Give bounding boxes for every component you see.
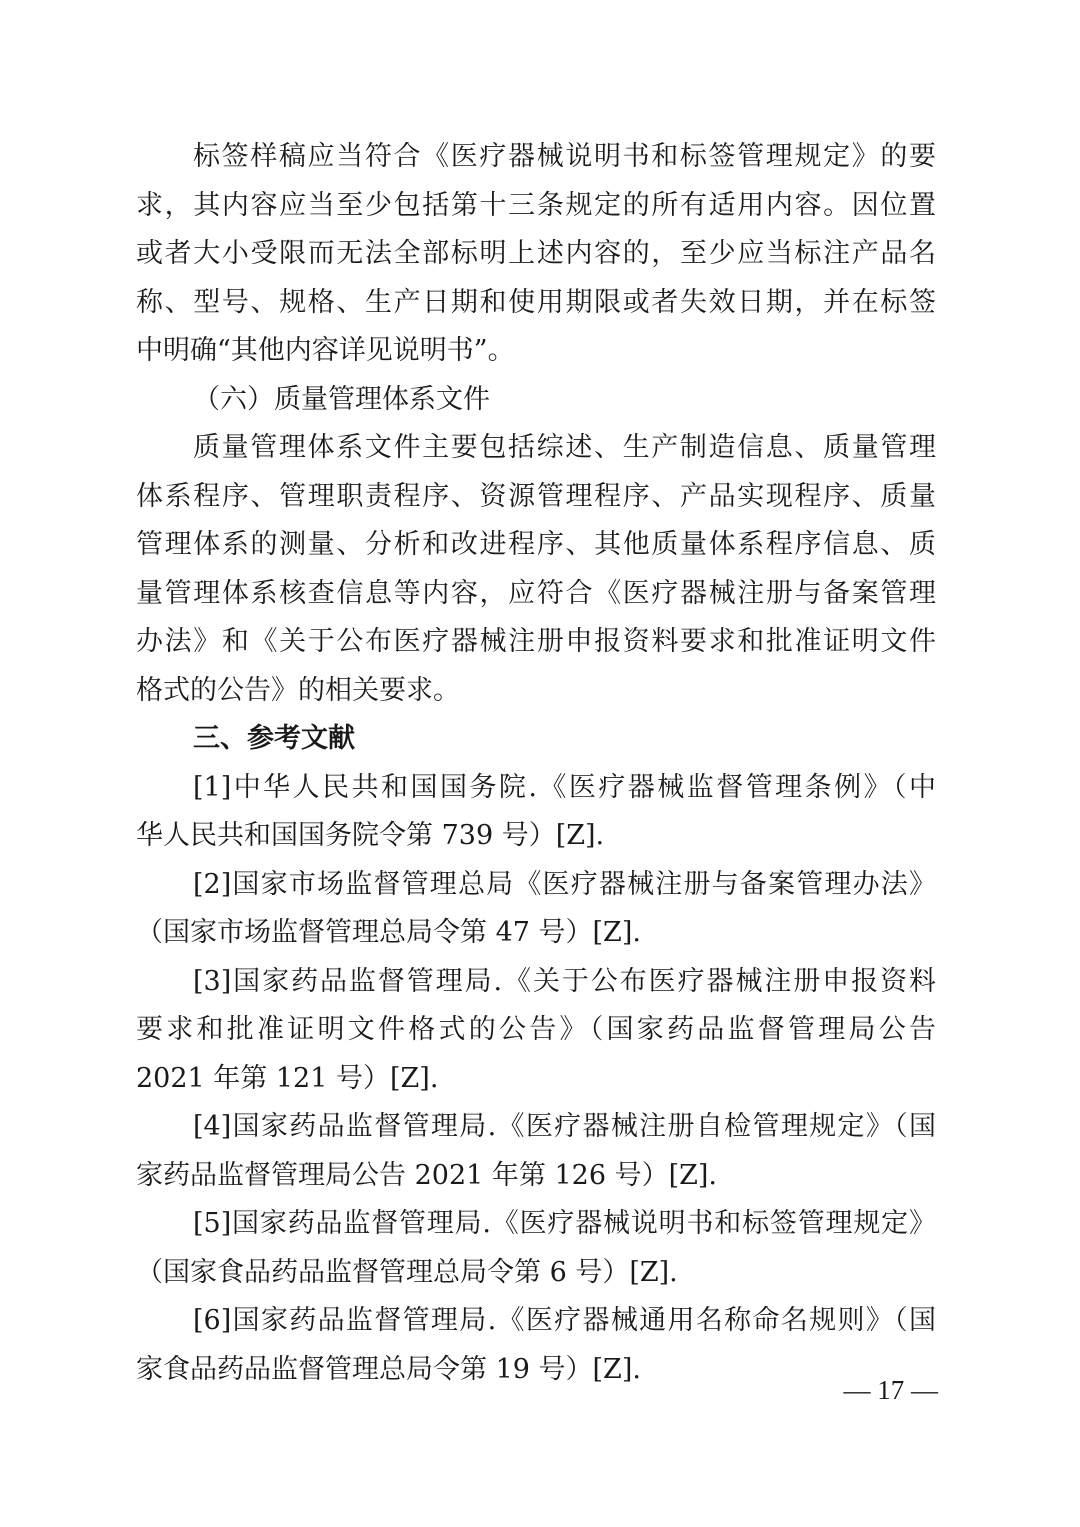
reference-line: 家食品药品监督管理总局令第 19 号）[Z]. <box>136 1353 641 1385</box>
paragraph-quality-system <box>136 424 936 715</box>
page-number: — 17 — <box>843 1375 938 1405</box>
reference-line: 要求和批准证明文件格式的公告》（国家药品监督管理局公告 <box>136 1014 936 1045</box>
text-line: 体系程序、管理职责程序、资源管理程序、产品实现程序、质量 <box>136 480 936 512</box>
reference-item-4 <box>136 1103 936 1200</box>
reference-line: [1]中华人民共和国国务院.《医疗器械监督管理条例》（中 <box>193 771 936 803</box>
reference-line: [3]国家药品监督管理局.《关于公布医疗器械注册申报资料 <box>193 965 936 997</box>
text-line: 办法》和《关于公布医疗器械注册申报资料要求和批准证明文件 <box>136 626 936 657</box>
reference-item-5 <box>136 1200 936 1297</box>
reference-line: [2]国家市场监督管理总局《医疗器械注册与备案管理办法》 <box>193 868 936 900</box>
text-line: 管理体系的测量、分析和改进程序、其他质量体系程序信息、质 <box>136 529 936 560</box>
references-heading: 三、参考文献 <box>193 723 355 754</box>
reference-line: 家药品监督管理局公告 2021 年第 126 号）[Z]. <box>136 1159 717 1191</box>
text-line: 或者大小受限而无法全部标明上述内容的，至少应当标注产品名 <box>136 238 936 269</box>
reference-item-2 <box>136 861 936 958</box>
reference-item-3 <box>136 958 936 1104</box>
reference-line: （国家食品药品监督管理总局令第 6 号）[Z]. <box>136 1256 678 1288</box>
reference-line: （国家市场监督管理总局令第 47 号）[Z]. <box>136 917 641 948</box>
reference-line: [6]国家药品监督管理局.《医疗器械通用名称命名规则》（国 <box>193 1305 936 1336</box>
reference-item-1 <box>136 764 936 861</box>
text-line: 求，其内容应当至少包括第十三条规定的所有适用内容。因位置 <box>136 189 936 221</box>
paragraph-label-sample <box>136 133 936 376</box>
document-body <box>136 133 936 1394</box>
reference-line: 华人民共和国国务院令第 739 号）[Z]. <box>136 820 605 851</box>
section-heading: （六）质量管理体系文件 <box>193 383 490 415</box>
section-heading-quality-system <box>136 376 936 425</box>
text-line: 质量管理体系文件主要包括综述、生产制造信息、质量管理 <box>193 432 936 463</box>
reference-item-6 <box>136 1297 936 1394</box>
section-heading-references <box>136 715 936 764</box>
text-line: 称、型号、规格、生产日期和使用期限或者失效日期，并在标签 <box>136 286 936 318</box>
text-line: 标签样稿应当符合《医疗器械说明书和标签管理规定》的要 <box>193 141 936 172</box>
text-line: 中明确“其他内容详见说明书”。 <box>136 335 515 366</box>
reference-line: [4]国家药品监督管理局.《医疗器械注册自检管理规定》（国 <box>193 1111 936 1142</box>
reference-line: 2021 年第 121 号）[Z]. <box>136 1062 439 1094</box>
reference-line: [5]国家药品监督管理局.《医疗器械说明书和标签管理规定》 <box>193 1208 936 1239</box>
text-line: 格式的公告》的相关要求。 <box>136 674 460 706</box>
text-line: 量管理体系核查信息等内容，应符合《医疗器械注册与备案管理 <box>136 577 936 609</box>
